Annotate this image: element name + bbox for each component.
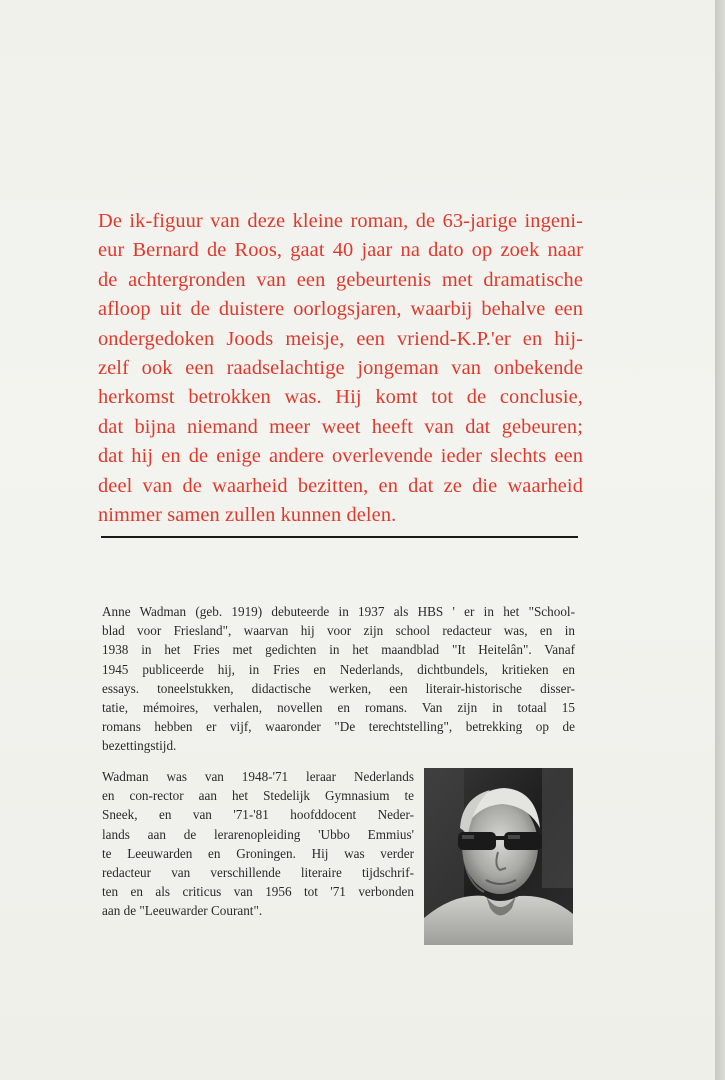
author-bio bbox=[102, 602, 575, 756]
bio-line: Anne Wadman (geb. 1919) debuteerde in 1937 als HBS ' er in het "School- bbox=[102, 604, 575, 619]
blurb-line: afloop uit de duistere oorlogsjaren, waarbij behalve een bbox=[98, 298, 583, 321]
blurb-line: herkomst betrokken was. Hij komt tot de conclusie, bbox=[98, 386, 583, 409]
bio-line: essays. toneelstukken, didactische werken, een literair-historische disser- bbox=[102, 680, 575, 696]
career-line: en con-rector aan het Stedelijk Gymnasium te bbox=[102, 788, 414, 804]
author-photo bbox=[424, 768, 573, 945]
blurb-line: ondergedoken Joods meisje, een vriend-K.P.'er en hij- bbox=[98, 327, 583, 350]
blurb-line: nimmer samen zullen kunnen delen. bbox=[98, 504, 397, 527]
blurb-line: De ik-figuur van deze kleine roman, de 63-jarige ingeni- bbox=[98, 210, 583, 232]
career-line: ten en als criticus van 1956 tot '71 verbonden bbox=[102, 884, 414, 900]
career-line: redacteur van verschillende literaire tijdschrif- bbox=[102, 865, 414, 881]
blurb-text bbox=[98, 207, 583, 530]
career-line: Sneek, en van '71-'81 hoofddocent Neder- bbox=[102, 807, 414, 823]
career-line: aan de "Leeuwarder Courant". bbox=[102, 903, 263, 919]
blurb-line: deel van de waarheid bezitten, en dat ze die waarheid bbox=[98, 474, 583, 497]
bio-line: 1938 in het Fries met gedichten in het maandblad "It Heitelân". Vanaf bbox=[102, 642, 575, 658]
bio-line: tatie, mémoires, verhalen, novellen en romans. Van zijn in totaal 15 bbox=[102, 700, 575, 716]
blurb-line: de achtergronden van een gebeurtenis met dramatische bbox=[98, 268, 583, 291]
blurb-line: dat hij en de enige andere overlevende ieder slechts een bbox=[98, 445, 583, 468]
author-career bbox=[102, 767, 414, 921]
cover-edge bbox=[715, 0, 725, 1080]
bio-line: bezettingstijd. bbox=[102, 738, 177, 754]
career-line: lands aan de lerarenopleiding 'Ubbo Emmius' bbox=[102, 826, 414, 842]
blurb-line: eur Bernard de Roos, gaat 40 jaar na dato op zoek naar bbox=[98, 239, 583, 262]
blurb-line: zelf ook een raadselachtige jongeman van onbekende bbox=[98, 357, 583, 380]
section-divider bbox=[101, 536, 578, 538]
author-portrait-image bbox=[424, 768, 573, 945]
bio-line: romans hebben er vijf, waaronder "De terechtstelling", betrekking op de bbox=[102, 719, 575, 735]
bio-line: blad voor Friesland", waarvan hij voor zijn school redacteur was, en in bbox=[102, 623, 575, 639]
bio-line: 1945 publiceerde hij, in Fries en Nederlands, dichtbundels, kritieken en bbox=[102, 661, 575, 677]
career-line: Wadman was van 1948-'71 leraar Nederlands bbox=[102, 769, 414, 784]
blurb-line: dat bijna niemand meer weet heeft van dat gebeuren; bbox=[98, 415, 583, 438]
career-line: te Leeuwarden en Groningen. Hij was verder bbox=[102, 845, 414, 861]
